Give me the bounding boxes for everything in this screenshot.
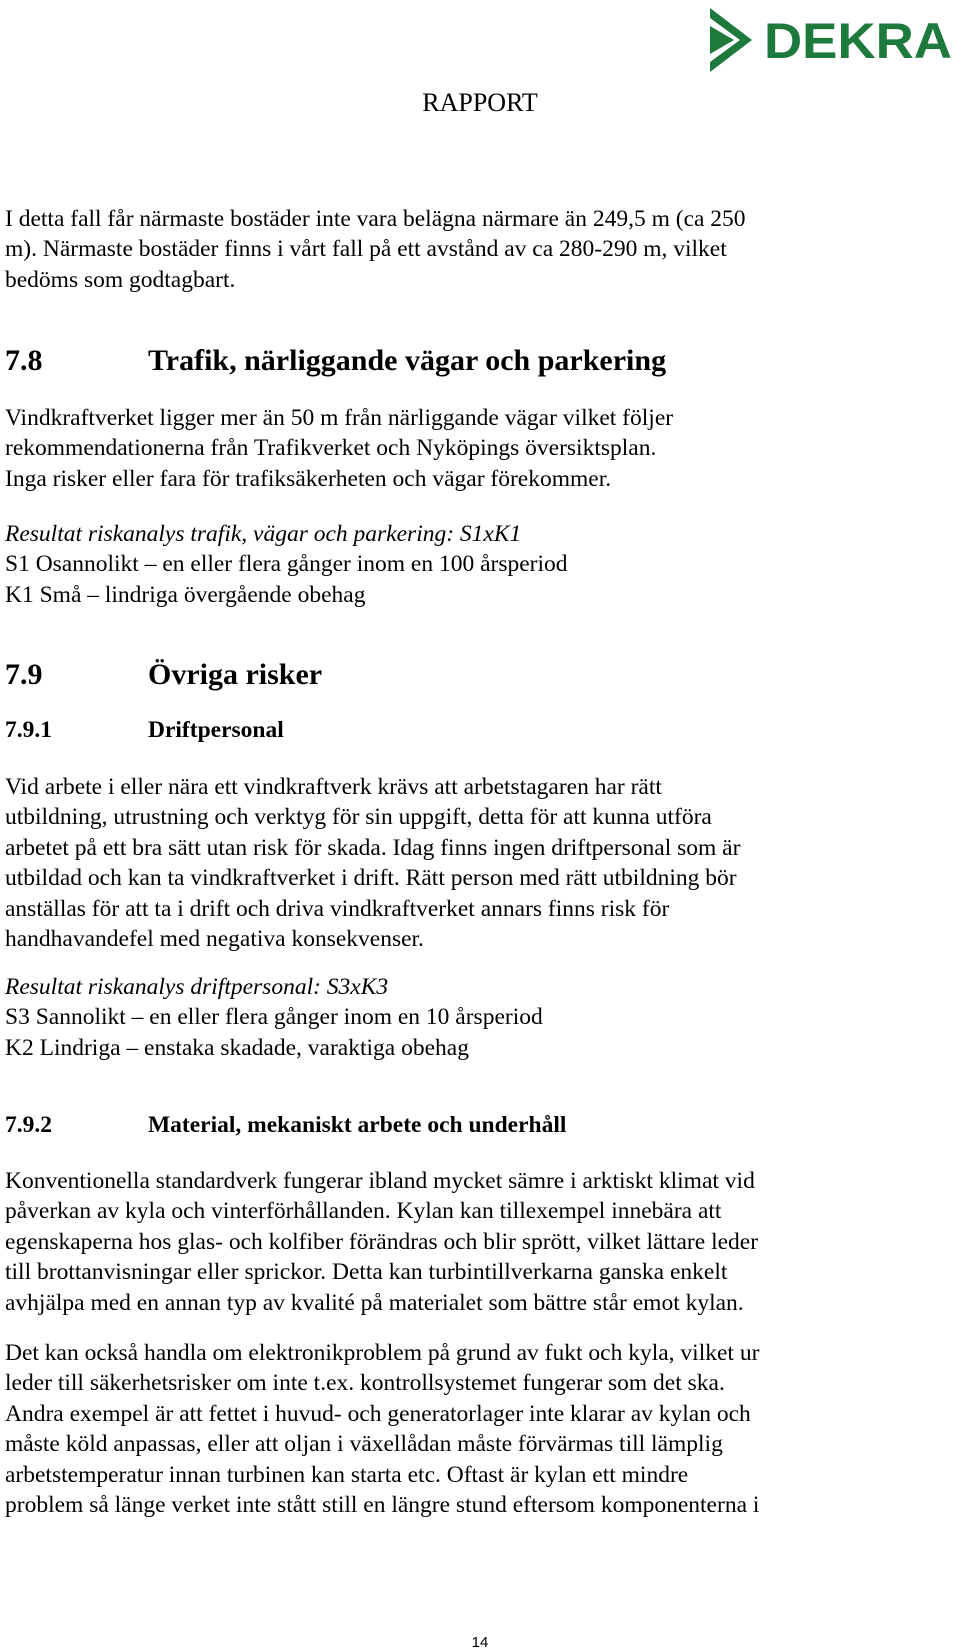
text-line: avhjälpa med en annan typ av kvalité på materialet som bättre står emot kylan. [5,1289,744,1316]
section-number: 7.9.1 [5,717,52,743]
text-line: anställas för att ta i drift och driva vindkraftverket annars finns risk för [5,895,670,922]
text-line: Inga risker eller fara för trafiksäkerheten och vägar förekommer. [5,465,612,492]
section-title: Övriga risker [148,658,323,691]
text-line: Det kan också handla om elektronikproblem på grund av fukt och kyla, vilket ur [5,1340,760,1366]
text-line: K1 Små – lindriga övergående obehag [5,581,366,608]
result-label: Resultat riskanalys driftpersonal: S3xK3 [5,974,389,1000]
dekra-logo [710,4,955,74]
text-line: I detta fall får närmaste bostäder inte vara belägna närmare än 249,5 m (ca 250 [5,206,746,232]
text-line: arbetet på ett bra sätt utan risk för skada. Idag finns ingen driftpersonal som är [5,834,741,861]
intro-paragraph [5,204,945,295]
text-line: K2 Lindriga – enstaka skadade, varaktiga obehag [5,1034,469,1061]
text-line: Konventionella standardverk fungerar ibland mycket sämre i arktiskt klimat vid [5,1168,755,1194]
text-line: problem så länge verket inte stått still en längre stund eftersom komponenterna i [5,1492,760,1519]
text-line: bedöms som godtagbart. [5,266,236,293]
text-line: rekommendationerna från Trafikverket och Nyköpings översiktsplan. [5,435,657,462]
report-title: RAPPORT [422,88,538,117]
text-line: S3 Sannolikt – en eller flera gånger inom en 10 årsperiod [5,1004,543,1031]
section-number: 7.8 [5,344,43,377]
text-line: m). Närmaste bostäder finns i vårt fall på ett avstånd av ca 280-290 m, vilket [5,236,727,263]
section-title: Trafik, närliggande vägar och parkering [148,344,667,377]
result-label: Resultat riskanalys trafik, vägar och parkering: S1xK1 [5,521,522,547]
section-7-9-1-result [5,972,945,1063]
section-7-8-body [5,403,945,494]
section-7-9-2-body-1 [5,1166,945,1318]
text-line: S1 Osannolikt – en eller flera gånger inom en 100 årsperiod [5,551,568,578]
section-7-9-2-body-2 [5,1338,945,1520]
section-title: Driftpersonal [148,717,284,743]
text-line: Vid arbete i eller nära ett vindkraftverk krävs att arbetstagaren har rätt [5,774,662,800]
section-title: Material, mekaniskt arbete och underhåll [148,1112,567,1138]
text-line: arbetstemperatur innan turbinen kan starta etc. Oftast är kylan ett mindre [5,1461,689,1488]
text-line: måste köld anpassas, eller att oljan i växellådan måste förvärmas till lämplig [5,1431,723,1458]
section-number: 7.9.2 [5,1112,52,1138]
logo-text: DEKRA [764,13,952,69]
text-line: handhavandefel med negativa konsekvenser. [5,926,424,953]
text-line: egenskaperna hos glas- och kolfiber förändras och blir sprött, vilket lättare leder [5,1228,759,1255]
page-number: 14 [471,1634,489,1651]
text-line: utbildning, utrustning och verktyg för sin uppgift, detta för att kunna utföra [5,804,712,831]
section-7-9-1-body [5,772,945,954]
text-line: leder till säkerhetsrisker om inte t.ex. kontrollsystemet fungerar som det ska. [5,1370,725,1397]
text-line: påverkan av kyla och vinterförhållanden. Kylan kan tillexempel innebära att [5,1198,722,1225]
section-number: 7.9 [5,658,43,691]
text-line: Andra exempel är att fettet i huvud- och generatorlager inte klarar av kylan och [5,1400,751,1427]
text-line: Vindkraftverket ligger mer än 50 m från närliggande vägar vilket följer [5,405,674,431]
text-line: utbildad och kan ta vindkraftverket i drift. Rätt person med rätt utbildning bör [5,865,737,892]
text-line: till brottanvisningar eller sprickor. Detta kan turbintillverkarna ganska enkelt [5,1259,728,1286]
section-7-8-result [5,519,945,610]
